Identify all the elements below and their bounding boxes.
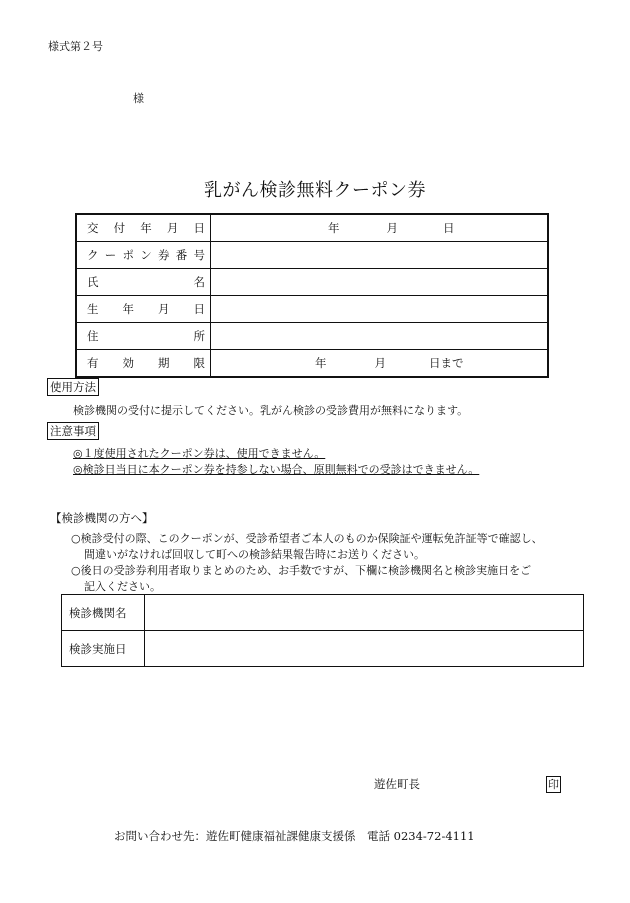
note-item: ◎１度使用されたクーポン券は、使用できません。 [73, 447, 326, 460]
addressee-honorific: 様 [133, 92, 144, 105]
issue-year-unit: 年 [328, 221, 340, 235]
exam-date-field [145, 631, 584, 667]
issue-date-label-text [87, 220, 205, 236]
address-label-text [87, 328, 205, 344]
form-number: 様式第２号 [48, 40, 103, 53]
address-label [76, 323, 211, 350]
label-char: 生 [87, 302, 99, 316]
contact-info: お問い合わせ先：遊佐町健康福祉課健康支援係 電話 0234-72-4111 [114, 829, 475, 843]
expiry-month-unit: 月 [374, 356, 386, 370]
address-value [211, 323, 549, 350]
seal-mark: 印 [548, 778, 559, 791]
birthdate-row [76, 296, 548, 323]
label-char: 有 [87, 356, 99, 370]
address-row [76, 323, 548, 350]
notes-heading: 注意事項 [47, 422, 99, 440]
institution-instruction-line: ○後日の受診券利用者取りまとめのため、お手数ですが、下欄に検診機関名と検診実施日をご [71, 564, 532, 577]
coupon-number-row [76, 242, 548, 269]
label-char: 月 [158, 302, 170, 316]
label-char: 交 [87, 221, 99, 235]
label-char: 名 [193, 275, 205, 289]
label-char: 効 [122, 356, 134, 370]
page-title: 乳がん検診無料クーポン券 [204, 180, 426, 201]
label-char: ポ [122, 248, 134, 262]
usage-text: 検診機関の受付に提示してください。乳がん検診の受診費用が無料になります。 [73, 404, 469, 417]
label-char: 付 [113, 221, 126, 235]
expiry-year-unit: 年 [315, 356, 327, 370]
label-char: 日 [193, 302, 205, 316]
institution-name-field [145, 595, 584, 631]
institution-instruction-line: 記入ください。 [84, 580, 161, 593]
label-char: 年 [122, 302, 134, 316]
birthdate-label [76, 296, 211, 323]
label-char: ー [104, 248, 117, 262]
institution-name-row [62, 595, 584, 631]
institution-table [61, 594, 584, 667]
label-char: ン [140, 248, 152, 262]
usage-heading: 使用方法 [47, 378, 99, 396]
expiry-fields [211, 350, 547, 376]
name-label [76, 269, 211, 296]
name-label-text [87, 274, 205, 290]
coupon-number-value [211, 242, 549, 269]
institution-instruction-line: ○検診受付の際、このクーポンが、受診希望者ご本人のものか保険証や運転免許証等で確認し、 [71, 532, 543, 545]
birthdate-label-text [87, 301, 205, 317]
label-char: 所 [193, 329, 205, 343]
coupon-number-label [76, 242, 211, 269]
issue-day-unit: 日 [443, 221, 455, 235]
label-char: 限 [193, 356, 205, 370]
label-char: 年 [140, 221, 152, 235]
label-char: 号 [193, 248, 205, 262]
expiry-day-unit: 日まで [429, 356, 464, 370]
expiry-row [76, 350, 548, 378]
exam-date-row [62, 631, 584, 667]
issue-date-value [211, 214, 549, 242]
label-char: 日 [193, 221, 205, 235]
coupon-number-label-text [87, 247, 205, 263]
institution-heading: 【検診機関の方へ】 [50, 511, 154, 525]
birthdate-value [211, 296, 549, 323]
label-char: 番 [175, 248, 188, 262]
issue-date-label [76, 214, 211, 242]
mayor-signature: 遊佐町長 [374, 777, 420, 791]
label-char: ク [87, 248, 99, 262]
label-char: 期 [158, 356, 170, 370]
coupon-info-table [75, 213, 549, 378]
exam-date-label: 検診実施日 [62, 631, 145, 667]
name-row [76, 269, 548, 296]
issue-month-unit: 月 [386, 221, 398, 235]
label-char: 券 [158, 248, 170, 262]
institution-name-label: 検診機関名 [62, 595, 145, 631]
name-value [211, 269, 549, 296]
institution-instruction-line: 間違いがなければ回収して町への検診結果報告時にお送りください。 [84, 548, 425, 561]
expiry-label-text [87, 355, 205, 371]
issue-date-row [76, 214, 548, 242]
expiry-label [76, 350, 211, 378]
issue-date-fields [211, 215, 547, 241]
label-char: 氏 [87, 275, 99, 289]
expiry-value [211, 350, 549, 378]
note-item: ◎検診日当日に本クーポン券を持参しない場合、原則無料での受診はできません。 [73, 463, 480, 476]
label-char: 月 [166, 221, 179, 235]
label-char: 住 [87, 329, 99, 343]
